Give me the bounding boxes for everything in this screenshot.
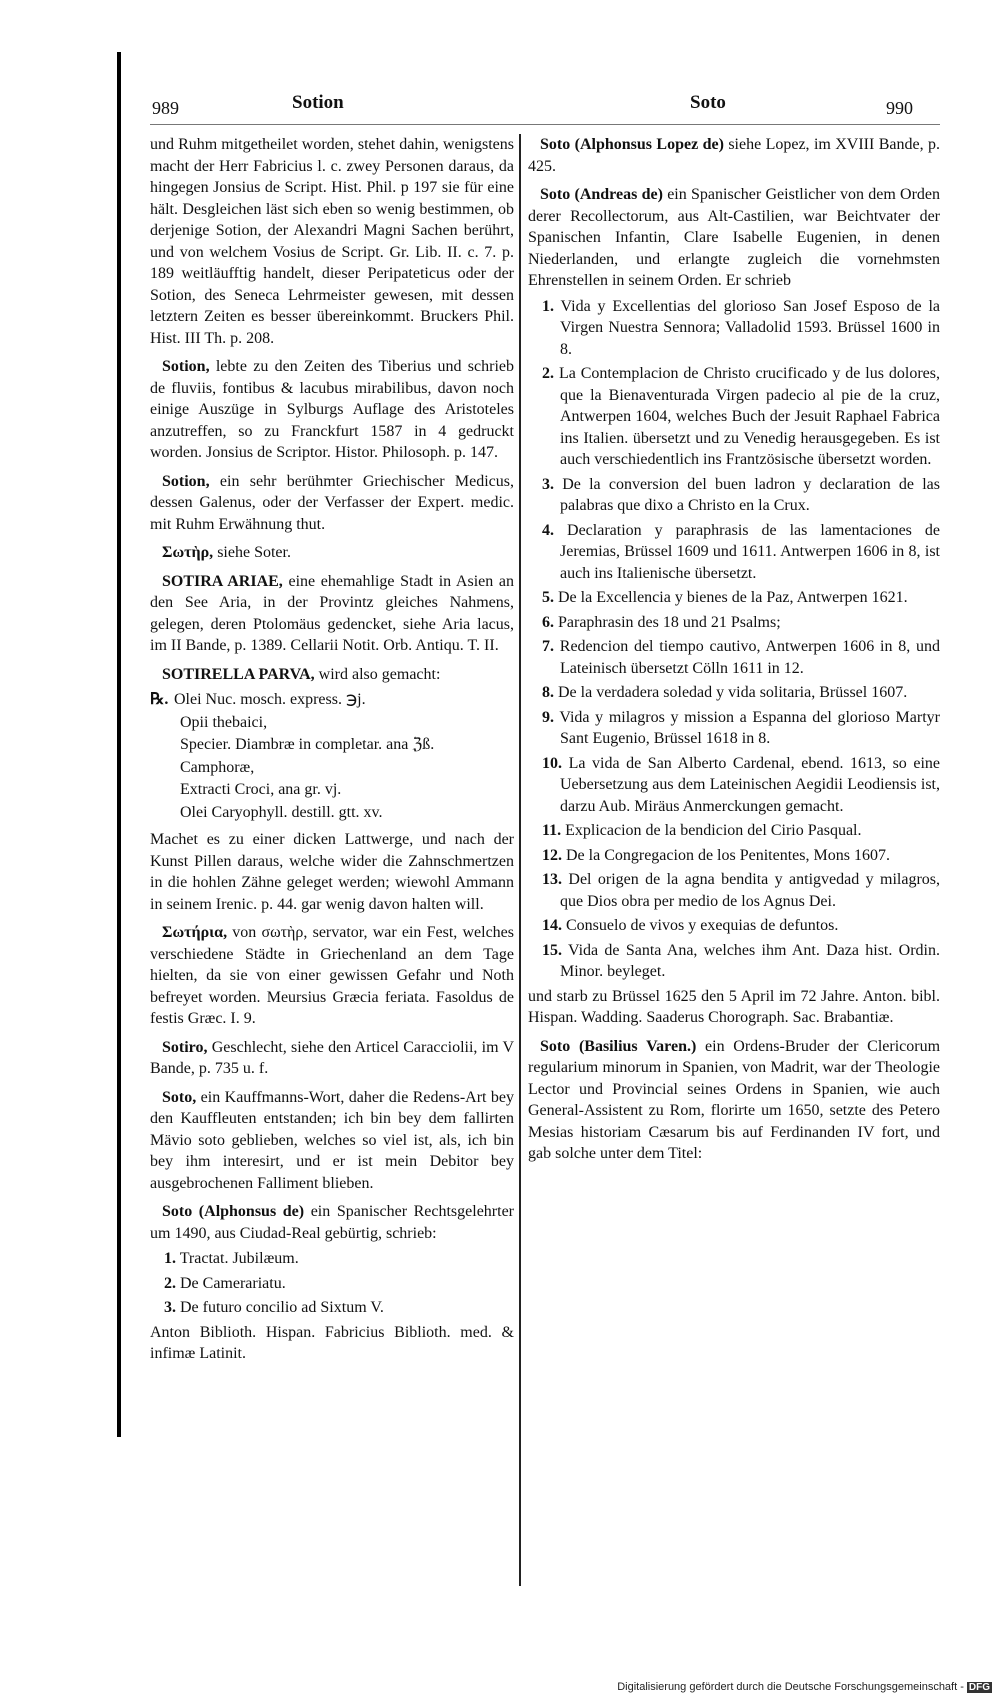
entry-headword: Soto (Alphonsus Lopez de) bbox=[540, 136, 724, 153]
work-list bbox=[528, 296, 940, 983]
entry-soto-lopez bbox=[528, 134, 940, 177]
list-item: 3. De la conversion del buen ladron y declaration de las palabras que dixo a Christo en la Crux. bbox=[542, 475, 941, 514]
entry-headword: SOTIRA ARIAE, bbox=[162, 572, 283, 590]
left-column bbox=[150, 134, 514, 1369]
entry-text: wird also gemacht: bbox=[318, 665, 441, 683]
list-item: 13. Del origen de la agna bendita y antigvedad y milagros, que Dios obra per medio de los Agnus Dei. bbox=[542, 871, 941, 910]
entry-soto-kauffmann bbox=[150, 1087, 514, 1195]
recipe-line: Specier. Diambræ in completar. ana ℨß. bbox=[180, 736, 435, 753]
list-item: 9. Vida y milagros y mission a Espanna del glorioso Martyr Sant Eugenio, Brüssel 1618 in 8. bbox=[542, 708, 940, 747]
entry-headword: Soto, bbox=[162, 1088, 197, 1106]
entry-headword: Sotion, bbox=[162, 472, 210, 490]
digitization-credit bbox=[617, 1681, 992, 1693]
entry-headword: SOTIRELLA PARVA, bbox=[162, 665, 315, 683]
entry-text: siehe Soter. bbox=[217, 544, 291, 561]
page-number-left: 989 bbox=[152, 98, 179, 118]
entry-headword: Σωτήρια, bbox=[162, 924, 228, 941]
recipe-line: ℞. Olei Nuc. mosch. express. ℈j. bbox=[150, 689, 514, 711]
work-list bbox=[150, 1248, 514, 1319]
list-item: 5. De la Excellencia y bienes de la Paz, Antwerpen 1621. bbox=[542, 589, 908, 606]
entry-sotion-1 bbox=[150, 356, 514, 464]
entry-headword: Σωτὴρ, bbox=[162, 544, 214, 561]
list-item: 3. De futuro concilio ad Sixtum V. bbox=[164, 1299, 384, 1316]
header-rule bbox=[150, 124, 940, 125]
entry-headword: Soto (Andreas de) bbox=[540, 186, 663, 203]
list-item: 4. Declaration y paraphrasis de las lamentaciones de Jeremias, Brüssel 1609 und 1611. Antwerpen 1606 in 8, ist auch ins Italienische übersetzt. bbox=[542, 521, 941, 582]
column-divider bbox=[519, 134, 521, 1586]
running-head-left: Sotion bbox=[292, 92, 344, 113]
entry-soter bbox=[150, 542, 514, 564]
list-item: 15. Vida de Santa Ana, welches ihm Ant. Daza hist. Ordin. Minor. beyleget. bbox=[542, 941, 940, 980]
list-item: 10. La vida de San Alberto Cardenal, ebend. 1613, so eine Uebersetzung aus dem Lateinischen Aegidii Leodiensis ist, darzu Aub. Miräus Anmerckungen gemacht. bbox=[542, 754, 941, 815]
recipe-symbol: ℞. bbox=[150, 691, 169, 708]
recipe-line: Camphoræ, bbox=[180, 758, 255, 776]
entry-sotirella-parva bbox=[150, 664, 514, 686]
recipe-line: Extracti Croci, ana gr. vj. bbox=[180, 781, 342, 798]
list-item: 14. Consuelo de vivos y exequias de defuntos. bbox=[542, 917, 839, 934]
paragraph: Anton Biblioth. Hispan. Fabricius Biblioth. med. & infimæ Latinit. bbox=[150, 1323, 514, 1362]
entry-soto-andreas bbox=[528, 184, 940, 292]
right-column bbox=[528, 134, 940, 1169]
entry-text: eine ehemahlige Stadt in Asien an den See Aria, in der Provintz gleiches Nahmens, gelegen, deren Ptolomäus gedencket, siehe Aria lacus, im II Bande, p. 1389. Cellarii Notit. Orb. Antiqu. T. II. bbox=[150, 572, 515, 654]
recipe-line: Opii thebaici, bbox=[180, 713, 268, 731]
entry-text: lebte zu den Zeiten des Tiberius und schrieb de fluviis, fontibus & lacubus mirabilibus, davon noch einige Auszüge in Sylburgs Auflage des Aristoteles anzutreffen, so zu Franckfurt 1587 in 4 gedruckt worden. Jonsius de Scriptor. Histor. Philosoph. p. 147. bbox=[150, 358, 514, 461]
entry-soteria bbox=[150, 922, 514, 1030]
entry-headword: Soto (Basilius Varen.) bbox=[540, 1037, 697, 1055]
dfg-logo: DFG bbox=[968, 1682, 990, 1693]
entry-headword: Sotion, bbox=[162, 358, 210, 375]
list-item: 7. Redencion del tiempo cautivo, Antwerpen 1606 in 8, und Lateinisch übersetzt Cölln 1611 in 12. bbox=[542, 638, 940, 677]
entry-soto-alphonsus bbox=[150, 1201, 514, 1244]
list-item: 11. Explicacion de la bendicion del Cirio Pasqual. bbox=[542, 822, 862, 839]
paragraph: und starb zu Brüssel 1625 den 5 April im 72 Jahre. Anton. bibl. Hispan. Wadding. Saaderus Chorograph. Sac. Brabantiæ. bbox=[528, 987, 940, 1026]
credit-text: Digitalisierung gefördert durch die Deutsche Forschungsgemeinschaft - bbox=[617, 1681, 964, 1693]
list-item: 2. De Camerariatu. bbox=[164, 1274, 286, 1292]
list-item: 6. Paraphrasin des 18 und 21 Psalms; bbox=[542, 613, 781, 631]
entry-sotiro bbox=[150, 1037, 514, 1080]
recipe-line: Olei Caryophyll. destill. gtt. xv. bbox=[180, 803, 383, 821]
entry-sotira-ariae bbox=[150, 571, 514, 657]
entry-text: siehe Lopez, im XVIII Bande, p. 425. bbox=[528, 136, 941, 175]
page-number-right: 990 bbox=[886, 98, 913, 118]
list-item: 1. Tractat. Jubilæum. bbox=[164, 1250, 299, 1267]
entry-text: Geschlecht, siehe den Articel Caracciolii, im V Bande, p. 735 u. f. bbox=[150, 1038, 515, 1077]
entry-headword: Soto (Alphonsus de) bbox=[162, 1203, 305, 1220]
list-item: 8. De la verdadera soledad y vida solitaria, Brüssel 1607. bbox=[542, 684, 908, 701]
entry-text: ein Spanischer Rechtsgelehrter um 1490, aus Ciudad-Real gebürtig, schrieb: bbox=[150, 1203, 514, 1242]
entry-text: von σωτὴρ, servator, war ein Fest, welches verschiedene Städte in Griechenland an dem Tage hielten, da sie von einer gewissen Gefahr und Noth befreyet worden. Meursius Græcia feriata. Fasoldus de festis Græc. I. 9. bbox=[150, 924, 515, 1027]
recipe bbox=[150, 689, 514, 823]
list-item: 12. De la Congregacion de los Penitentes, Mons 1607. bbox=[542, 846, 890, 864]
list-item: 2. La Contemplacion de Christo crucificado y de lus dolores, que la Bienaventurada Virgen padecio al pie de la cruz, Antwerpen 1604, welches Buch der Jesuit Raphael Fabrica ins Italien. übersetzt und zu Venedig herausgegeben. Es ist auch verschiedentlich ins Frantzösische übersetzt worden. bbox=[542, 365, 941, 468]
running-head-right: Soto bbox=[690, 92, 726, 113]
entry-text: ein Spanischer Geistlicher von dem Orden derer Recollectorum, aus Alt-Castilien, war Beichtvater der Spanischen Infantin, Clare Isabelle Eugenien, in denen Niederlanden, und erlangte zugleich die vornehmsten Ehrenstellen in seinem Orden. Er schrieb bbox=[528, 186, 941, 289]
paragraph: Machet es zu einer dicken Lattwerge, und nach der Kunst Pillen daraus, welche wider die Zahnschmertzen in die hohlen Zähne geleget werden; wiewohl Ammann in seinem Irenic. p. 44. gar wenig davon halten will. bbox=[150, 831, 514, 913]
entry-headword: Sotiro, bbox=[162, 1038, 208, 1056]
entry-soto-basilius bbox=[528, 1036, 940, 1165]
entry-text: ein Kauffmanns-Wort, daher die Redens-Art bey den Kauffleuten entstanden; ich bin bey dem fallirten Mävio soto geblieben, welches so viel ist, als, ich bin bey ihm interesirt, und er ist mein Debitor bey ausgebrochenen Falliment blieben. bbox=[150, 1088, 515, 1192]
entry-sotion-2 bbox=[150, 471, 514, 536]
binding-edge bbox=[117, 52, 121, 1437]
paragraph: und Ruhm mitgetheilet worden, stehet dahin, wenigstens macht der Herr Fabricius l. c. zwey Personen daraus, da hingegen Jonsius de Script. Hist. Phil. p 197 sie für eine hält. Desgleichen läst sich eben so wenig bestimmen, ob derjenige Sotion, der Alexandri Magni Sachen berührt, und von welchem Vosius de Script. Gr. Lib. II. c. 7. p. 189 weitläufftig handelt, dieser Peripateticus oder der Sotion, des Seneca Lehrmeister gewesen, mit dessen letztern Zeiten es besser übereinkommt. Bruckers Phil. Hist. III Th. p. 208. bbox=[150, 136, 514, 347]
entry-text: ein sehr berühmter Griechischer Medicus, dessen Galenus, oder der Verfasser der Expert. medic. mit Ruhm Erwähnung thut. bbox=[150, 472, 514, 533]
list-item: 1. Vida y Excellentias del glorioso San Josef Esposo de la Virgen Nuestra Sennora; Valladolid 1593. Brüssel 1600 in 8. bbox=[542, 297, 940, 358]
entry-text: ein Ordens-Bruder der Clericorum regularium minorum in Spanien, von Madrit, war der Theologie Lector und Provincial seines Ordens in Spanien, wie auch General-Assistent zu Rom, florirte um 1650, setzte des Petero Mesias historiam Cæsarum bis auf Ferdinanden IV fort, und gab solche unter dem Titel: bbox=[528, 1037, 941, 1162]
